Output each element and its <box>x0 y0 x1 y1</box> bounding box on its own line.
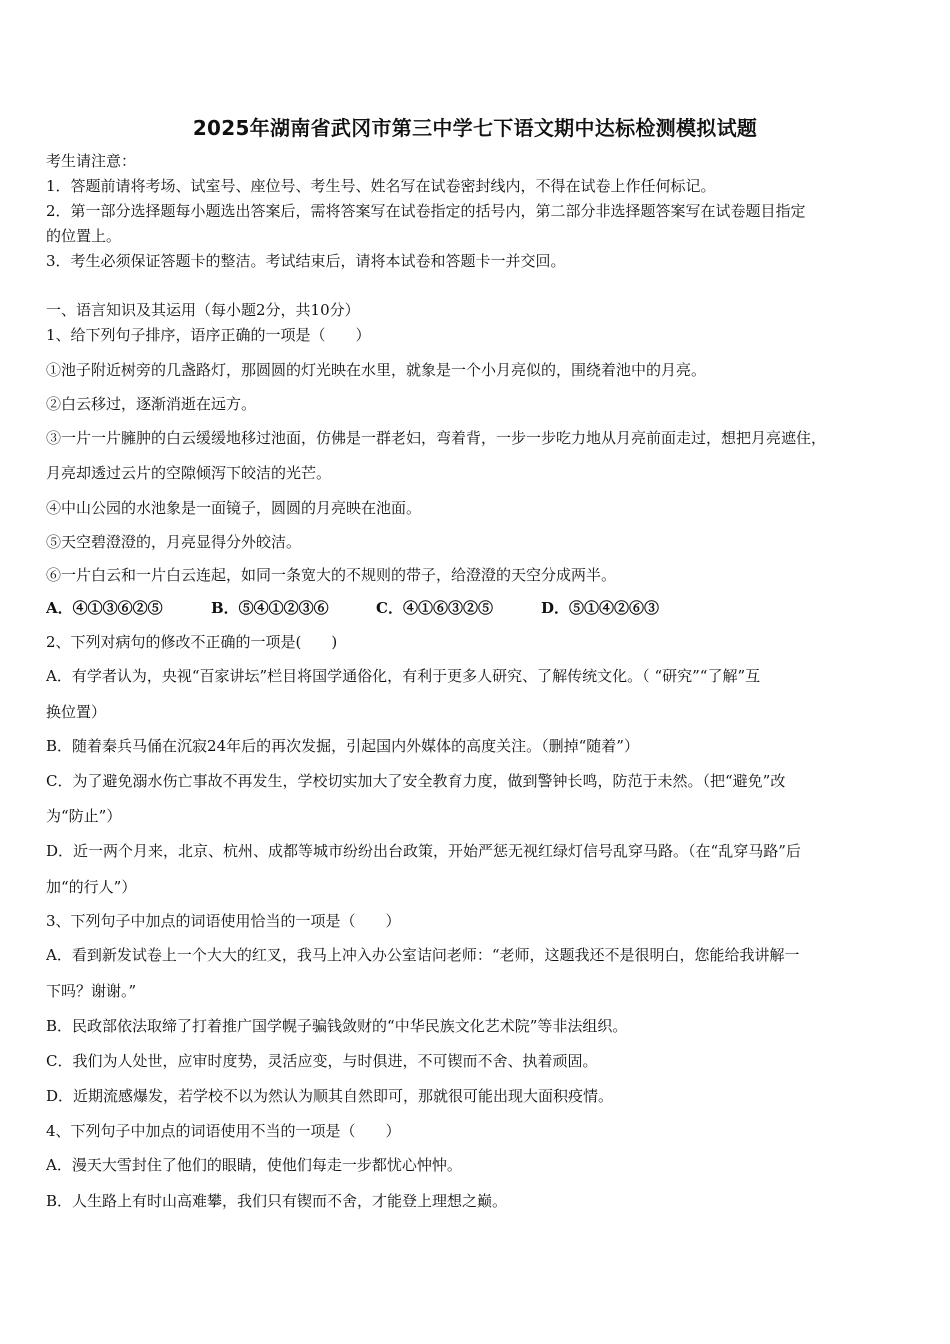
q2-stem: 2、下列对病句的修改不正确的一项是( ) <box>46 633 338 651</box>
q3-option-d[interactable]: D．近期流感爆发，若学校不以为然认为顺其自然即可，那就很可能出现大面积疫情。 <box>46 1087 614 1105</box>
notice-heading: 考生请注意： <box>46 152 137 170</box>
q3-option-c[interactable]: C．我们为人处世，应审时度势，灵活应变，与时俱进，不可锲而不舍、执着顽固。 <box>46 1052 598 1070</box>
q1-options <box>46 598 914 618</box>
q2-option-b[interactable]: B．随着秦兵马俑在沉寂24年后的再次发掘，引起国内外媒体的高度关注。（删掉“随着”） <box>46 737 639 755</box>
notice-item: 2．第一部分选择题每小题选出答案后，需将答案写在试卷指定的括号内，第二部分非选择题答案写在试卷题目指定 <box>46 202 806 220</box>
q1-sentence-3-cont: 月亮却透过云片的空隙倾泻下皎洁的光芒。 <box>46 464 332 482</box>
q1-sentence-4: ④中山公园的水池象是一面镜子，圆圆的月亮映在池面。 <box>46 499 422 517</box>
q1-sentence-3: ③一片一片臃肿的白云缓缓地移过池面，仿佛是一群老妇，弯着背，一步一步吃力地从月亮前面走过，想把月亮遮住， <box>46 429 827 447</box>
q2-option-a-cont: 换位置） <box>46 703 107 721</box>
q1-sentence-2: ②白云移过，逐渐消逝在远方。 <box>46 395 257 413</box>
q1-sentence-1: ①池子附近树旁的几盏路灯，那圆圆的灯光映在水里，就象是一个小月亮似的，围绕着池中的月亮。 <box>46 361 707 379</box>
q2-option-c[interactable]: C．为了避免溺水伤亡事故不再发生，学校切实加大了安全教育力度，做到警钟长鸣，防范于未然。（把“避免”改 <box>46 772 786 790</box>
q1-stem: 1、给下列句子排序，语序正确的一项是（ ） <box>46 326 371 344</box>
q4-option-b[interactable]: B．人生路上有时山高难攀，我们只有锲而不舍，才能登上理想之巅。 <box>46 1192 508 1210</box>
q2-option-d[interactable]: D．近一两个月来，北京、杭州、成都等城市纷纷出台政策，开始严惩无视红绿灯信号乱穿马路。（在“乱穿马路”后 <box>46 842 801 860</box>
q1-option-b[interactable]: B．⑤④①②③⑥ <box>211 599 329 617</box>
q3-option-a[interactable]: A．看到新发试卷上一个大大的红叉，我马上冲入办公室诘问老师：“老师，这题我还不是很明白，您能给我讲解一 <box>46 946 800 964</box>
q4-stem: 4、下列句子中加点的词语使用不当的一项是（ ） <box>46 1122 401 1140</box>
q2-option-c-cont: 为“防止”） <box>46 807 122 825</box>
q4-option-a[interactable]: A．漫天大雪封住了他们的眼睛，使他们每走一步都忧心忡忡。 <box>46 1156 462 1174</box>
q1-option-a[interactable]: A．④①③⑥②⑤ <box>46 599 163 617</box>
notice-item: 1．答题前请将考场、试室号、座位号、考生号、姓名写在试卷密封线内，不得在试卷上作任何标记。 <box>46 177 716 195</box>
notice-item: 的位置上。 <box>46 227 122 245</box>
q3-option-a-cont: 下吗？谢谢。” <box>46 982 137 1000</box>
q1-sentence-6: ⑥一片白云和一片白云连起，如同一条宽大的不规则的带子，给澄澄的天空分成两半。 <box>46 566 617 584</box>
q1-option-d[interactable]: D．⑤①④②⑥③ <box>541 599 660 617</box>
q1-sentence-5: ⑤天空碧澄澄的，月亮显得分外皎洁。 <box>46 533 302 551</box>
q2-option-a[interactable]: A．有学者认为，央视“百家讲坛”栏目将国学通俗化，有利于更多人研究、了解传统文化。（ “研究”“了解”互 <box>46 667 761 685</box>
q1-option-c[interactable]: C．④①⑥③②⑤ <box>376 599 493 617</box>
q3-option-b[interactable]: B．民政部依法取缔了打着推广国学幌子骗钱敛财的“中华民族文化艺术院”等非法组织。 <box>46 1017 628 1035</box>
notice-item: 3．考生必须保证答题卡的整洁。考试结束后，请将本试卷和答题卡一并交回。 <box>46 252 566 270</box>
q2-option-d-cont: 加“的行人”） <box>46 878 137 896</box>
page-title: 2025年湖南省武冈市第三中学七下语文期中达标检测模拟试题 <box>192 116 758 140</box>
q3-stem: 3、下列句子中加点的词语使用恰当的一项是（ ） <box>46 912 401 930</box>
section-heading: 一、语言知识及其运用（每小题2分，共10分） <box>46 301 360 319</box>
